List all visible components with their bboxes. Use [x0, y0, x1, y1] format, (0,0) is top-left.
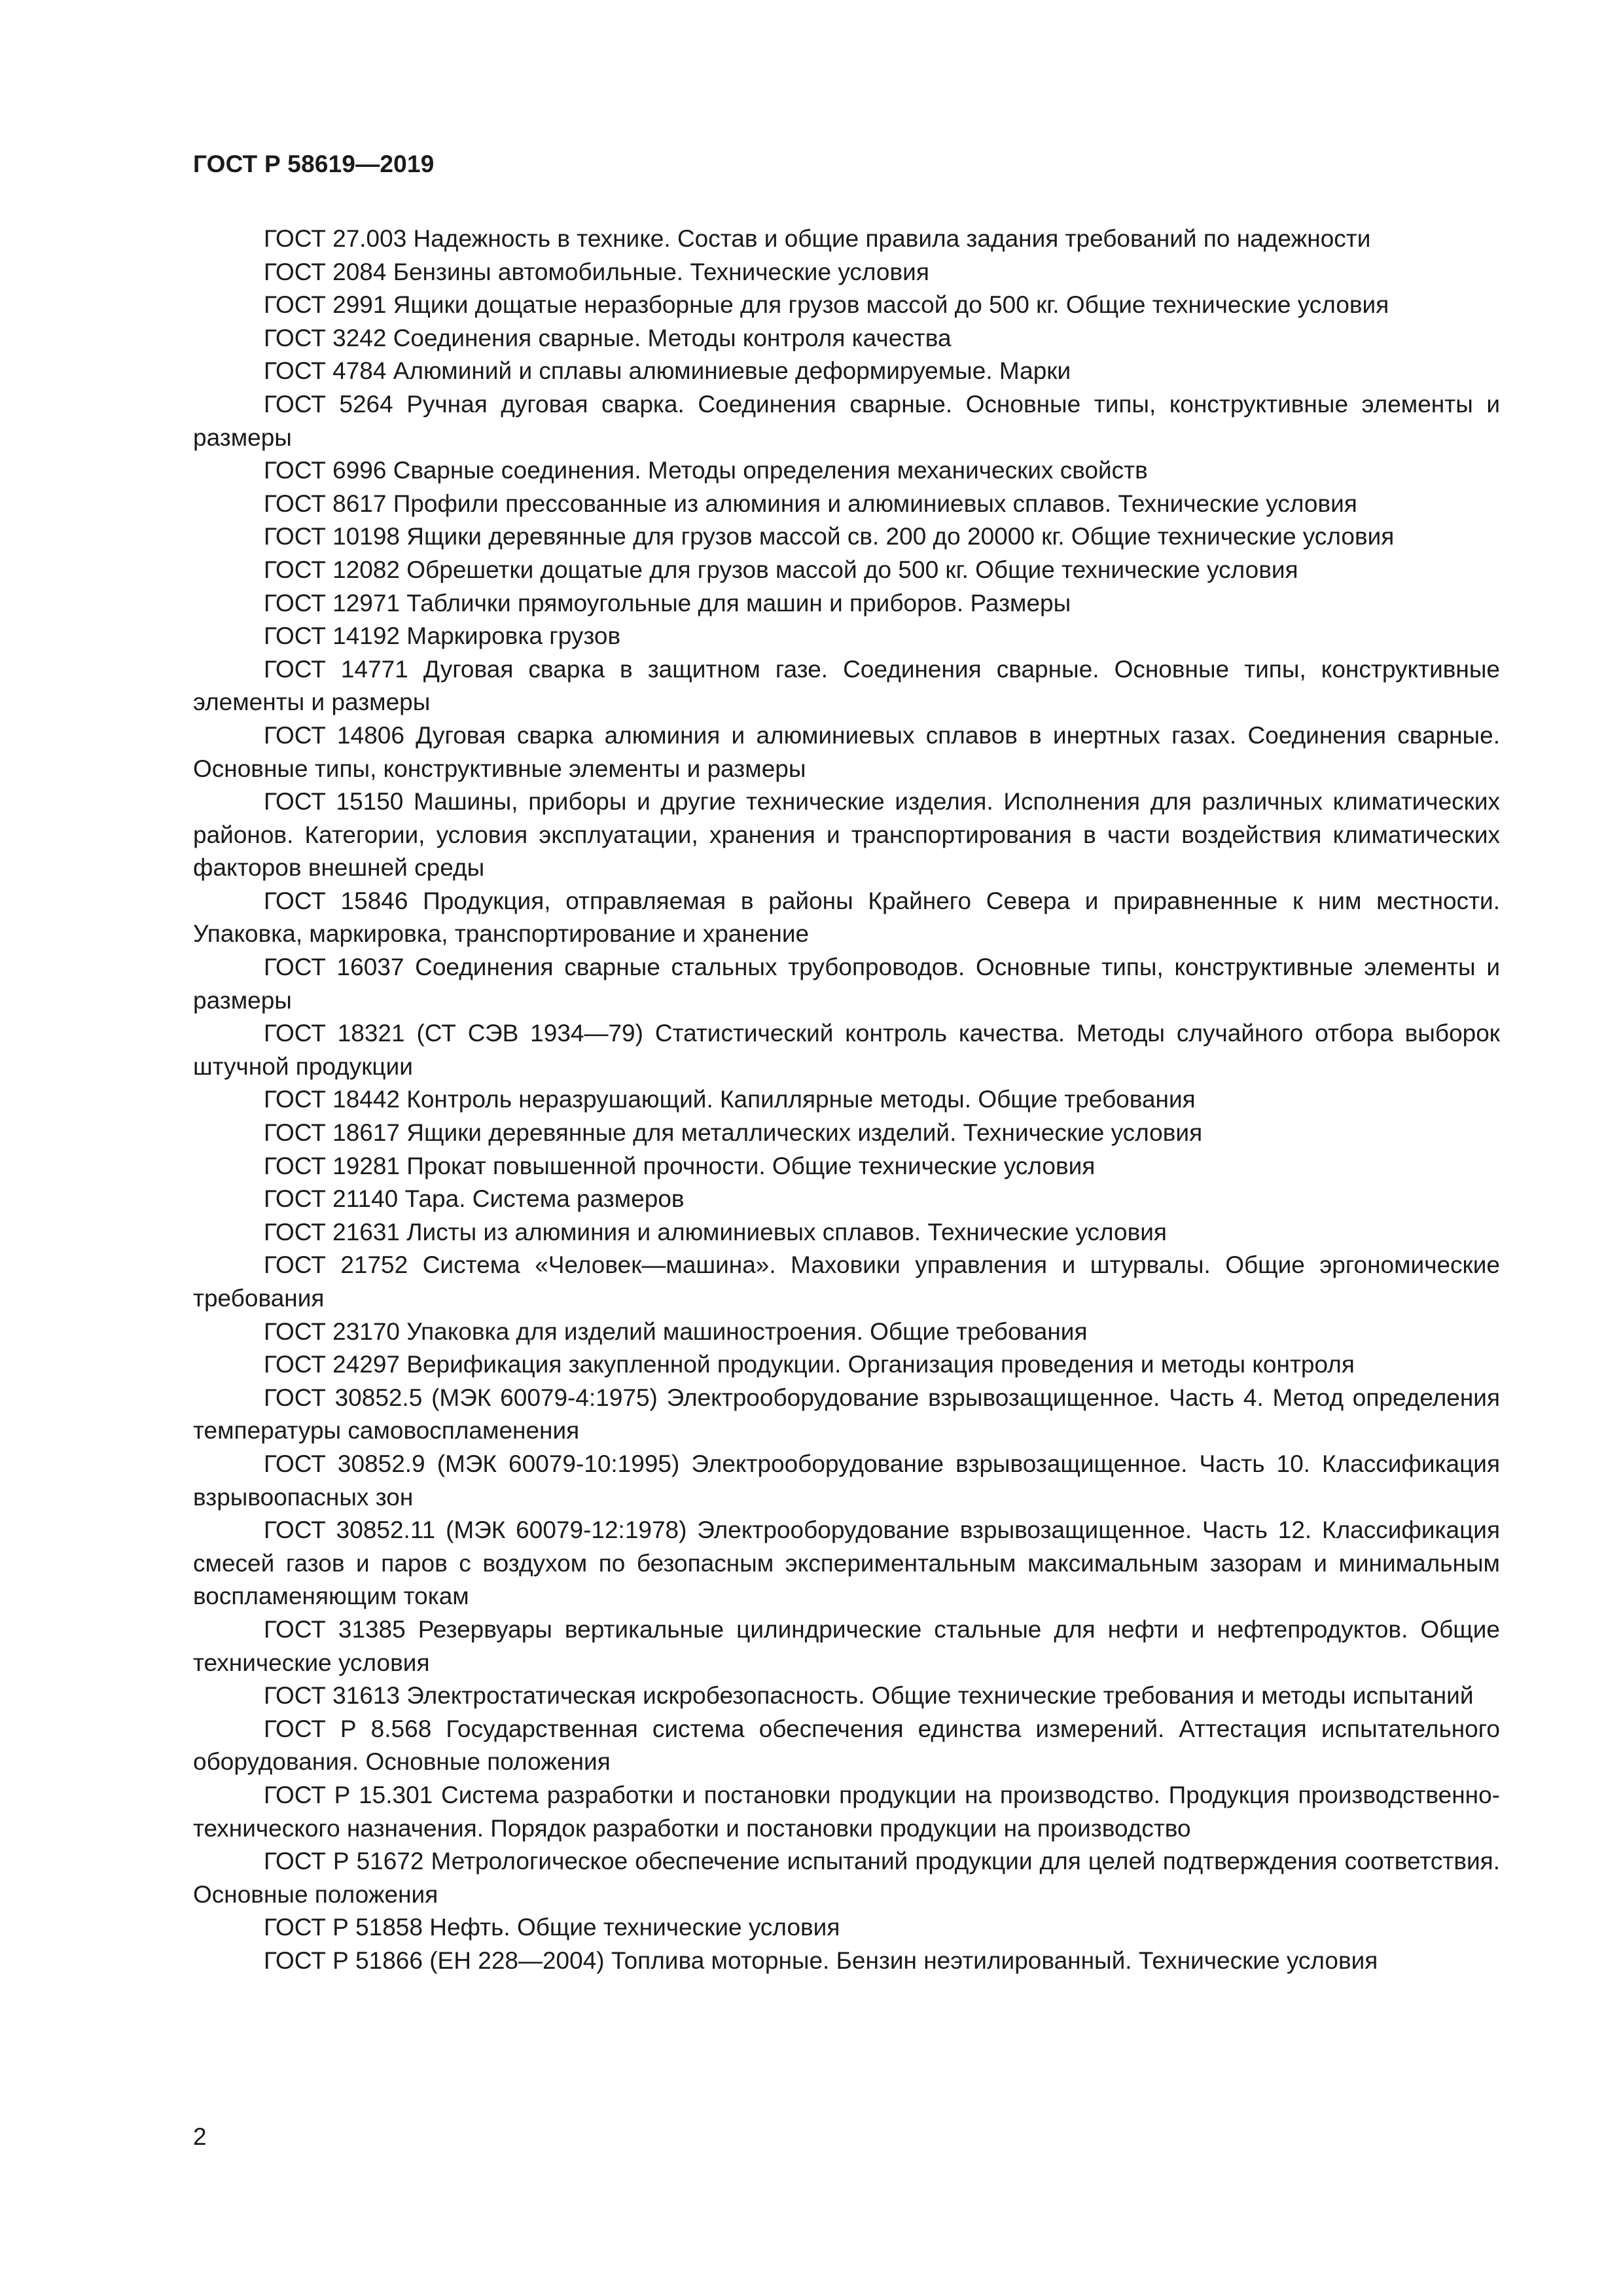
reference-item: ГОСТ 15150 Машины, приборы и другие технические изделия. Исполнения для различных климатических районов. Категории, условия эксплуатации, хранения и транспортирования в части воздействия климатических факторов внешней среды	[193, 788, 1500, 882]
reference-item: ГОСТ Р 51672 Метрологическое обеспечение испытаний продукции для целей подтверждения соответствия. Основные положения	[193, 1848, 1500, 1908]
reference-item: ГОСТ 24297 Верификация закупленной продукции. Организация проведения и методы контроля	[264, 1351, 1355, 1378]
reference-item: ГОСТ 2084 Бензины автомобильные. Технические условия	[264, 258, 929, 285]
reference-item: ГОСТ 21752 Система «Человек—машина». Маховики управления и штурвалы. Общие эргономические требования	[193, 1251, 1500, 1312]
reference-item: ГОСТ 31613 Электростатическая искробезопасность. Общие технические требования и методы испытаний	[264, 1682, 1474, 1710]
reference-item: ГОСТ 12971 Таблички прямоугольные для машин и приборов. Размеры	[264, 589, 1071, 617]
reference-item: ГОСТ 6996 Сварные соединения. Методы определения механических свойств	[264, 457, 1148, 484]
reference-item: ГОСТ 30852.11 (МЭК 60079-12:1978) Электрооборудование взрывозащищенное. Часть 12. Классификация смесей газов и паров с воздухом по безопасным экспериментальным максимальным зазорам и минимальным воспламеняющим токам	[193, 1516, 1500, 1610]
reference-item: ГОСТ 14806 Дуговая сварка алюминия и алюминиевых сплавов в инертных газах. Соединения сварные. Основные типы, конструктивные элементы и размеры	[193, 721, 1500, 782]
reference-item: ГОСТ 16037 Соединения сварные стальных трубопроводов. Основные типы, конструктивные элементы и размеры	[193, 954, 1500, 1014]
reference-item: ГОСТ 27.003 Надежность в технике. Состав и общие правила задания требований по надежности	[264, 225, 1371, 252]
reference-item: ГОСТ 23170 Упаковка для изделий машиностроения. Общие требования	[264, 1318, 1088, 1345]
reference-item: ГОСТ 30852.5 (МЭК 60079-4:1975) Электрооборудование взрывозащищенное. Часть 4. Метод определения температуры самовоспламенения	[193, 1384, 1500, 1444]
page-number: 2	[193, 2123, 207, 2150]
reference-item: ГОСТ 12082 Обрешетки дощатые для грузов массой до 500 кг. Общие технические условия	[264, 556, 1298, 583]
reference-item: ГОСТ 15846 Продукция, отправляемая в районы Крайнего Севера и приравненные к ним местности. Упаковка, маркировка, транспортирование и хранение	[193, 887, 1500, 948]
reference-item: ГОСТ Р 51866 (ЕН 228—2004) Топлива моторные. Бензин неэтилированный. Технические условия	[264, 1946, 1378, 1974]
reference-item: ГОСТ 21140 Тара. Система размеров	[264, 1185, 685, 1213]
reference-item: ГОСТ 10198 Ящики деревянные для грузов массой св. 200 до 20000 кг. Общие технические условия	[264, 523, 1395, 550]
reference-item: ГОСТ 14192 Маркировка грузов	[264, 622, 621, 650]
reference-item: ГОСТ 3242 Соединения сварные. Методы контроля качества	[264, 324, 952, 351]
reference-item: ГОСТ Р 15.301 Система разработки и постановки продукции на производство. Продукция производственно-технического назначения. Порядок разработки и постановки продукции на производство	[193, 1781, 1500, 1842]
reference-item: ГОСТ 5264 Ручная дуговая сварка. Соединения сварные. Основные типы, конструктивные элементы и размеры	[193, 390, 1500, 451]
reference-item: ГОСТ 8617 Профили прессованные из алюминия и алюминиевых сплавов. Технические условия	[264, 490, 1357, 517]
reference-item: ГОСТ 18442 Контроль неразрушающий. Капиллярные методы. Общие требования	[264, 1086, 1196, 1113]
normative-references-list	[193, 223, 1500, 1977]
reference-item: ГОСТ Р 8.568 Государственная система обеспечения единства измерений. Аттестация испытательного оборудования. Основные положения	[193, 1715, 1500, 1776]
reference-item: ГОСТ 2991 Ящики дощатые неразборные для грузов массой до 500 кг. Общие технические условия	[264, 291, 1389, 319]
reference-item: ГОСТ 14771 Дуговая сварка в защитном газе. Соединения сварные. Основные типы, конструктивные элементы и размеры	[193, 655, 1500, 716]
reference-item: ГОСТ 18321 (СТ СЭВ 1934—79) Статистический контроль качества. Методы случайного отбора выборок штучной продукции	[193, 1020, 1500, 1080]
reference-item: ГОСТ 21631 Листы из алюминия и алюминиевых сплавов. Технические условия	[264, 1218, 1167, 1246]
reference-item: ГОСТ 4784 Алюминий и сплавы алюминиевые деформируемые. Марки	[264, 357, 1071, 385]
document-header: ГОСТ Р 58619—2019	[193, 151, 435, 177]
reference-item: ГОСТ 18617 Ящики деревянные для металлических изделий. Технические условия	[264, 1119, 1203, 1147]
reference-item: ГОСТ Р 51858 Нефть. Общие технические условия	[264, 1914, 840, 1941]
reference-item: ГОСТ 30852.9 (МЭК 60079-10:1995) Электрооборудование взрывозащищенное. Часть 10. Классификация взрывоопасных зон	[193, 1450, 1500, 1511]
reference-item: ГОСТ 19281 Прокат повышенной прочности. Общие технические условия	[264, 1152, 1096, 1179]
reference-item: ГОСТ 31385 Резервуары вертикальные цилиндрические стальные для нефти и нефтепродуктов. Общие технические условия	[193, 1615, 1500, 1676]
